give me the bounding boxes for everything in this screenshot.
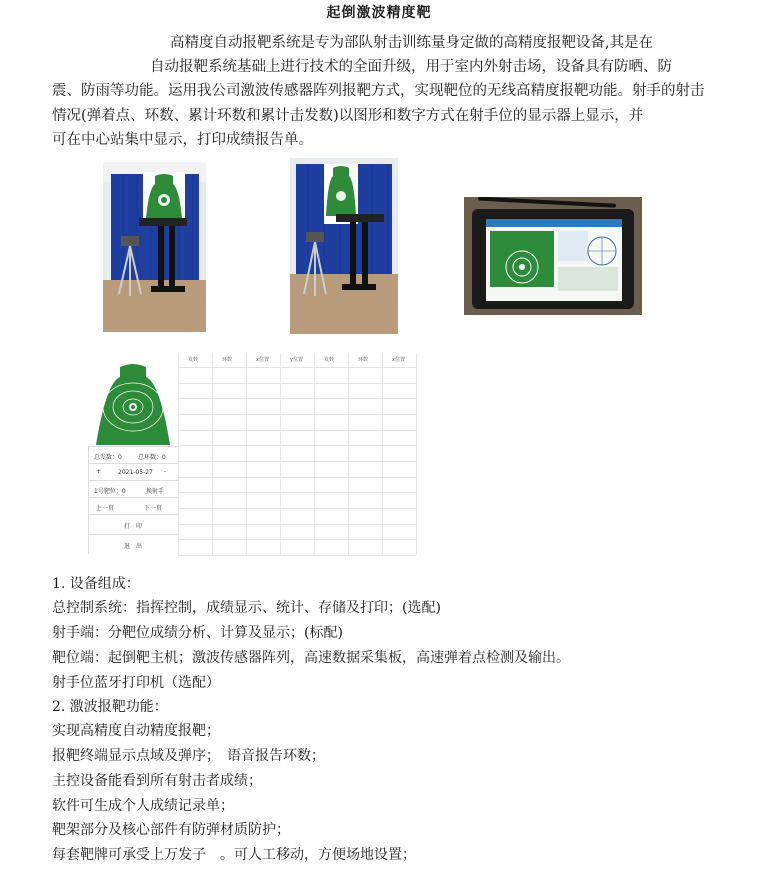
grid-col-line xyxy=(280,353,281,555)
date-decrement-button[interactable]: + xyxy=(96,468,102,475)
software-stats-row xyxy=(88,446,178,464)
grid-row-line xyxy=(178,367,416,368)
section2-item: 每套靶牌可承受上万发子 。可人工移动，方便场地设置； xyxy=(52,847,416,863)
grid-column-header: 发数 xyxy=(324,357,335,363)
grid-col-line xyxy=(416,353,417,555)
intro-line-2: 自动报靶系统基础上进行技术的全面升级，用于室内外射击场，设备具有防晒、防 xyxy=(150,59,672,75)
grid-col-line xyxy=(382,353,383,555)
display-tablet-photo xyxy=(464,197,642,315)
target-stand-photo-2 xyxy=(290,158,398,334)
section2-title: 2. 激波报靶功能： xyxy=(52,699,168,715)
grid-row-line xyxy=(178,414,416,415)
grid-row-line xyxy=(178,508,416,509)
section1-item: 射手位蓝牙打印机（选配） xyxy=(52,675,220,691)
panel-border-left xyxy=(88,446,89,554)
intro-line-1: 高精度自动报靶系统是专为部队射击训练量身定做的高精度报靶设备,其是在 xyxy=(170,35,654,51)
grid-col-line xyxy=(246,353,247,555)
section2-item: 软件可生成个人成绩记录单； xyxy=(52,798,234,814)
section2-item: 报靶终端显示点域及弹序； 语音报告环数； xyxy=(52,748,325,764)
grid-row-line xyxy=(178,461,416,462)
grid-column-header: x位置 xyxy=(256,357,269,363)
date-increment-button[interactable]: - xyxy=(164,468,167,475)
grid-row-line xyxy=(178,383,416,384)
grid-row-line xyxy=(178,539,416,540)
grid-row-line xyxy=(178,555,416,556)
total-rings-label: 总环数：0 xyxy=(138,454,166,461)
exit-button[interactable]: 退 出 xyxy=(124,543,143,550)
print-row xyxy=(88,514,178,535)
grid-column-header: 环数 xyxy=(358,357,369,363)
grid-row-line xyxy=(178,524,416,525)
section1-item: 总控制系统：指挥控制，成绩显示、统计、存储及打印；(选配) xyxy=(52,600,441,616)
section2-item: 靶架部分及核心部件有防弹材质防护； xyxy=(52,822,290,838)
software-target-image xyxy=(88,355,178,445)
grid-col-line xyxy=(314,353,315,555)
section1-title: 1. 设备组成： xyxy=(52,576,140,592)
intro-line-5: 可在中心站集中显示，打印成绩报告单。 xyxy=(52,132,313,148)
grid-row-line xyxy=(178,398,416,399)
intro-line-3: 震、防雨等功能。运用我公司激波传感器阵列报靶方式，实现靶位的无线高精度报靶功能。射手的射击 xyxy=(52,83,705,99)
software-date-row xyxy=(88,463,178,481)
intro-line-4: 情况(弹着点、环数、累计环数和累计击发数)以图形和数字方式在射手位的显示器上显示，并 xyxy=(52,108,644,124)
section1-item: 靶位端：起倒靶主机；激波传感器阵列，高速数据采集板，高速弹着点检测及输出。 xyxy=(52,650,570,666)
grid-col-line xyxy=(348,353,349,555)
grid-col-line xyxy=(212,353,213,555)
print-button[interactable]: 打 印 xyxy=(124,523,143,530)
page-title: 起倒激波精度靶 xyxy=(326,5,432,21)
prev-page-button[interactable]: 上一页 xyxy=(96,505,115,512)
target-stand-photo-1 xyxy=(103,162,206,332)
section2-item: 主控设备能看到所有射击者成绩； xyxy=(52,773,262,789)
grid-row-line xyxy=(178,492,416,493)
grid-row-line xyxy=(178,477,416,478)
grid-column-header: y位置 xyxy=(290,357,303,363)
exit-row xyxy=(88,534,178,555)
grid-row-line xyxy=(178,445,416,446)
select-shooter-button[interactable]: 换射手 xyxy=(146,488,165,495)
section1-item: 射手端：分靶位成绩分析、计算及显示；(标配) xyxy=(52,625,343,641)
results-grid xyxy=(178,353,416,555)
grid-col-line xyxy=(178,353,179,555)
grid-column-header: 发数 xyxy=(188,357,199,363)
software-lane-row xyxy=(88,480,178,498)
date-field[interactable]: 2021-05-27 xyxy=(118,469,153,476)
lane-label: 1号靶位：0 xyxy=(94,488,126,495)
grid-row-line xyxy=(178,430,416,431)
software-paging-row xyxy=(88,497,178,515)
next-page-button[interactable]: 下一页 xyxy=(144,505,163,512)
section2-item: 实现高精度自动精度报靶； xyxy=(52,723,220,739)
grid-column-header: x位置 xyxy=(392,357,405,363)
total-shots-label: 总发数：0 xyxy=(94,454,122,461)
grid-column-header: 环数 xyxy=(222,357,233,363)
